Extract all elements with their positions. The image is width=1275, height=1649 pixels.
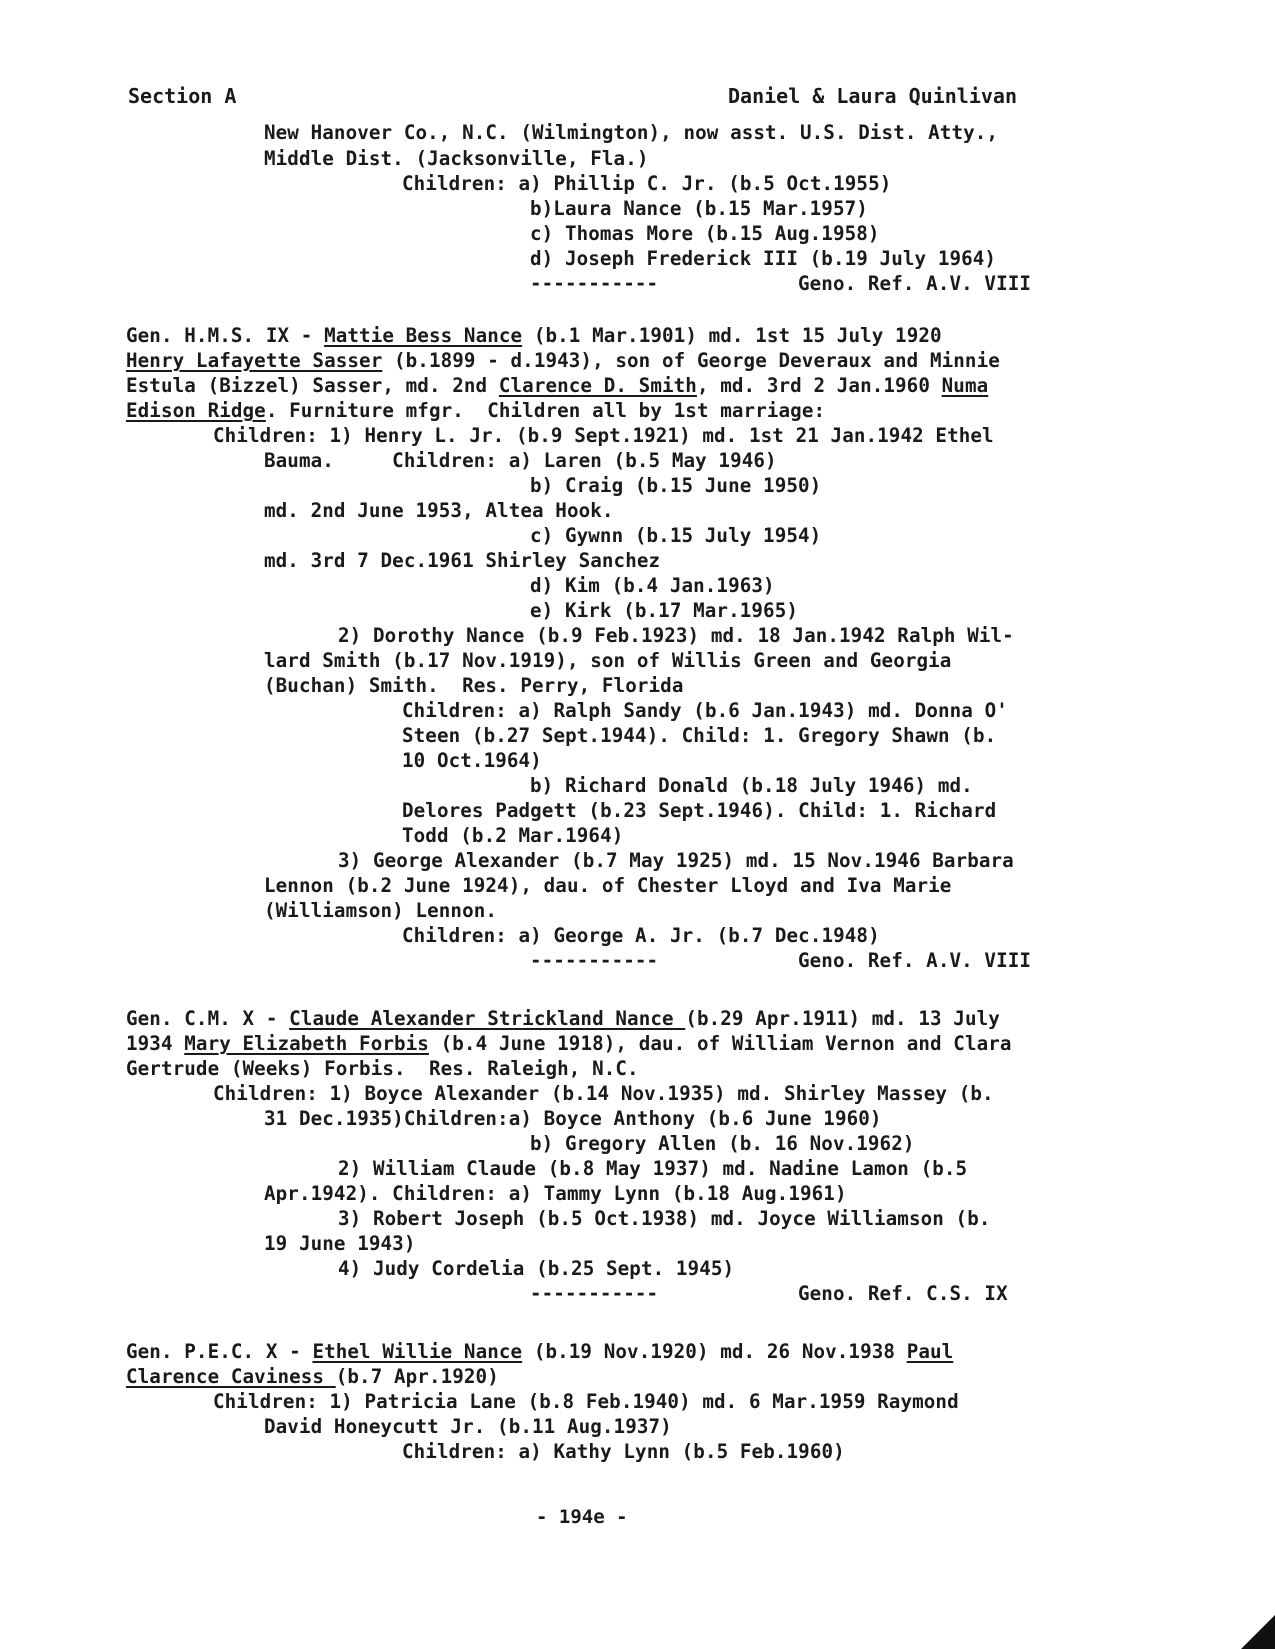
text-run: b) Craig (b.15 June 1950) xyxy=(530,474,822,497)
underlined-name: Ethel Willie Nance xyxy=(312,1340,523,1363)
text-line xyxy=(530,474,821,498)
text-line xyxy=(530,247,996,271)
text-line xyxy=(530,222,880,246)
text-run: (Buchan) Smith. Res. Perry, Florida xyxy=(264,674,684,697)
text-run: c) Gywnn (b.15 July 1954) xyxy=(530,524,822,547)
underlined-name: Numa xyxy=(941,374,989,397)
text-run: (Williamson) Lennon. xyxy=(264,899,498,922)
text-line xyxy=(126,374,988,398)
text-run: b) Richard Donald (b.18 July 1946) md. xyxy=(530,774,973,797)
text-run: 2) William Claude (b.8 May 1937) md. Nadine Lamon (b.5 xyxy=(338,1157,968,1180)
text-line xyxy=(530,524,821,548)
text-line xyxy=(338,1207,991,1231)
text-run: Middle Dist. (Jacksonville, Fla.) xyxy=(264,147,649,170)
text-line xyxy=(530,774,973,798)
text-run: . Furniture mfgr. Children all by 1st marriage: xyxy=(265,399,826,422)
text-line xyxy=(264,649,951,673)
text-run: b)Laura Nance (b.15 Mar.1957) xyxy=(530,197,868,220)
text-run: Gen. H.M.S. IX - xyxy=(126,324,325,347)
text-run: b) Gregory Allen (b. 16 Nov.1962) xyxy=(530,1132,915,1155)
text-line xyxy=(338,1257,734,1281)
text-line xyxy=(126,324,942,348)
text-run: , md. 3rd 2 Jan.1960 xyxy=(696,374,942,397)
text-line xyxy=(402,172,891,196)
text-line xyxy=(213,424,994,448)
text-run: (b.4 June 1918), dau. of William Vernon and Clara xyxy=(428,1032,1012,1055)
family-title: Daniel & Laura Quinlivan xyxy=(728,84,1017,108)
text-run: Estula (Bizzel) Sasser, md. 2nd xyxy=(126,374,499,397)
text-line xyxy=(126,349,1000,373)
text-line xyxy=(530,949,1031,973)
text-line xyxy=(126,1340,953,1364)
text-line xyxy=(264,1182,847,1206)
text-run: Steen (b.27 Sept.1944). Child: 1. Gregory Shawn (b. xyxy=(402,724,997,747)
text-run: e) Kirk (b.17 Mar.1965) xyxy=(530,599,798,622)
text-run: 3) Robert Joseph (b.5 Oct.1938) md. Joyce Williamson (b. xyxy=(338,1207,991,1230)
text-run: 10 Oct.1964) xyxy=(402,749,542,772)
text-run: Children: 1) Patricia Lane (b.8 Feb.1940) md. 6 Mar.1959 Raymond xyxy=(213,1390,959,1413)
text-line xyxy=(530,1282,1008,1306)
text-line xyxy=(126,1365,499,1389)
text-line xyxy=(338,1157,967,1181)
text-line xyxy=(126,399,825,423)
text-line xyxy=(402,824,623,848)
text-line xyxy=(530,574,775,598)
section-label: Section A xyxy=(128,84,237,108)
underlined-name: Edison Ridge xyxy=(126,399,266,422)
text-run: 19 June 1943) xyxy=(264,1232,416,1255)
text-run: 31 Dec.1935)Children:a) Boyce Anthony (b.6 June 1960) xyxy=(264,1107,882,1130)
text-run: d) Kim (b.4 Jan.1963) xyxy=(530,574,775,597)
text-run: 2) Dorothy Nance (b.9 Feb.1923) md. 18 Jan.1942 Ralph Wil- xyxy=(338,624,1014,647)
text-line xyxy=(338,849,1014,873)
text-line xyxy=(530,1132,915,1156)
text-run: Children: a) George A. Jr. (b.7 Dec.1948) xyxy=(402,924,880,947)
text-run: Delores Padgett (b.23 Sept.1946). Child: 1. Richard xyxy=(402,799,997,822)
text-run: Apr.1942). Children: a) Tammy Lynn (b.18 Aug.1961) xyxy=(264,1182,847,1205)
text-line xyxy=(126,1007,1000,1031)
text-run: d) Joseph Frederick III (b.19 July 1964) xyxy=(530,247,997,270)
text-line xyxy=(264,121,998,145)
text-run: ----------- Geno. Ref. A.V. VIII xyxy=(530,949,1032,972)
text-run: David Honeycutt Jr. (b.11 Aug.1937) xyxy=(264,1415,672,1438)
text-line xyxy=(402,1440,845,1464)
text-line xyxy=(264,1415,672,1439)
underlined-name: Clarence D. Smith xyxy=(498,374,697,397)
text-run: Todd (b.2 Mar.1964) xyxy=(402,824,624,847)
text-run: lard Smith (b.17 Nov.1919), son of Willis Green and Georgia xyxy=(264,649,952,672)
text-line xyxy=(213,1082,994,1106)
text-run: Lennon (b.2 June 1924), dau. of Chester Lloyd and Iva Marie xyxy=(264,874,952,897)
text-line xyxy=(264,874,951,898)
text-line xyxy=(264,147,649,171)
text-run: md. 3rd 7 Dec.1961 Shirley Sanchez xyxy=(264,549,661,572)
text-line xyxy=(264,1232,415,1256)
text-run: Children: a) Kathy Lynn (b.5 Feb.1960) xyxy=(402,1440,845,1463)
text-run: (b.29 Apr.1911) md. 13 July xyxy=(685,1007,1000,1030)
text-run: (b.1899 - d.1943), son of George Deveraux and Minnie xyxy=(382,349,1000,372)
text-run: 4) Judy Cordelia (b.25 Sept. 1945) xyxy=(338,1257,735,1280)
text-line xyxy=(338,624,1014,648)
underlined-name: Claude Alexander Strickland Nance xyxy=(289,1007,686,1030)
underlined-name: Paul xyxy=(906,1340,954,1363)
page-corner-mark xyxy=(1241,1615,1275,1649)
text-line xyxy=(126,1057,639,1081)
text-run: Children: a) Phillip C. Jr. (b.5 Oct.1955) xyxy=(402,172,892,195)
text-run: 3) George Alexander (b.7 May 1925) md. 15 Nov.1946 Barbara xyxy=(338,849,1014,872)
text-run: md. 2nd June 1953, Altea Hook. xyxy=(264,499,614,522)
underlined-name: Mattie Bess Nance xyxy=(324,324,523,347)
text-run: c) Thomas More (b.15 Aug.1958) xyxy=(530,222,880,245)
text-line xyxy=(126,1032,1012,1056)
text-run: (b.1 Mar.1901) md. 1st 15 July 1920 xyxy=(522,324,942,347)
text-line xyxy=(530,272,1031,296)
text-run: Gertrude (Weeks) Forbis. Res. Raleigh, N.C. xyxy=(126,1057,639,1080)
text-line xyxy=(402,799,996,823)
text-run: Bauma. Children: a) Laren (b.5 May 1946) xyxy=(264,449,777,472)
text-line xyxy=(402,724,996,748)
underlined-name: Clarence Caviness xyxy=(126,1365,336,1388)
text-run: Gen. P.E.C. X - xyxy=(126,1340,313,1363)
text-run: 1934 xyxy=(126,1032,185,1055)
text-line xyxy=(402,699,1008,723)
page-number: - 194e - xyxy=(536,1506,628,1528)
text-run: (b.7 Apr.1920) xyxy=(335,1365,499,1388)
text-run: ----------- Geno. Ref. A.V. VIII xyxy=(530,272,1032,295)
text-line xyxy=(213,1390,959,1414)
text-run: (b.19 Nov.1920) md. 26 Nov.1938 xyxy=(522,1340,907,1363)
underlined-name: Mary Elizabeth Forbis xyxy=(184,1032,429,1055)
text-line xyxy=(264,449,777,473)
text-line xyxy=(264,499,614,523)
text-line xyxy=(530,197,868,221)
text-line xyxy=(402,924,880,948)
text-run: New Hanover Co., N.C. (Wilmington), now asst. U.S. Dist. Atty., xyxy=(264,121,999,144)
text-run: ----------- Geno. Ref. C.S. IX xyxy=(530,1282,1008,1305)
text-line xyxy=(264,549,660,573)
text-line xyxy=(264,674,683,698)
text-run: Children: 1) Henry L. Jr. (b.9 Sept.1921) md. 1st 21 Jan.1942 Ethel xyxy=(213,424,994,447)
text-line xyxy=(264,899,497,923)
underlined-name: Henry Lafayette Sasser xyxy=(126,349,383,372)
text-line xyxy=(402,749,542,773)
text-run: Gen. C.M. X - xyxy=(126,1007,290,1030)
text-line xyxy=(264,1107,882,1131)
text-line xyxy=(530,599,798,623)
text-run: Children: a) Ralph Sandy (b.6 Jan.1943) md. Donna O' xyxy=(402,699,1008,722)
text-run: Children: 1) Boyce Alexander (b.14 Nov.1935) md. Shirley Massey (b. xyxy=(213,1082,994,1105)
